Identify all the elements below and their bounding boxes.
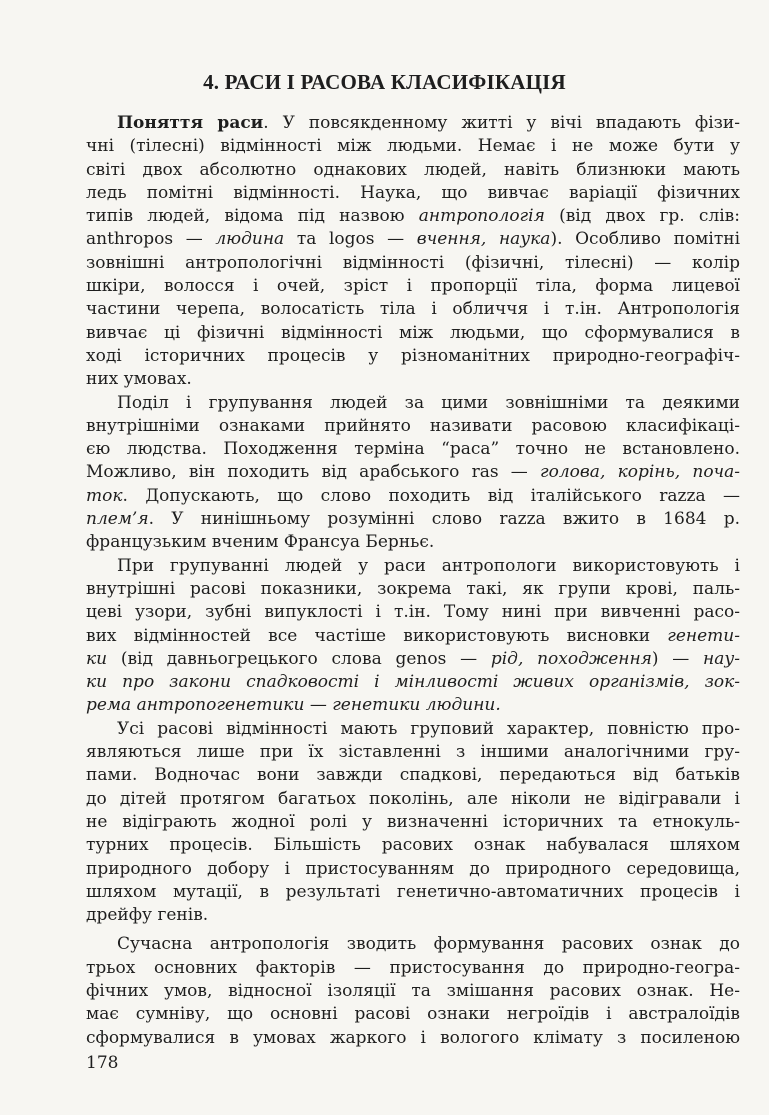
page-number: 178 [86, 1053, 119, 1073]
term-italic: антропологія [418, 206, 545, 227]
text-line [86, 112, 740, 135]
text-line: сформувалися в умовах жаркого і вологого клімату з посиленою [86, 1027, 740, 1048]
text-span: . Допускають, що слово походить від італійського razza — [122, 485, 740, 506]
text-line [86, 205, 740, 228]
term-italic: нау- [703, 648, 740, 669]
text-span: ) — [651, 648, 704, 669]
term-italic: плем’я [86, 509, 149, 530]
paragraph-3 [86, 555, 740, 718]
text-line: цеві узори, зубні випуклості і т.ін. Тому нині при вивченні расо- [86, 602, 740, 623]
term-italic: голова, корінь, поча- [540, 462, 741, 483]
term-italic: людина [215, 229, 285, 250]
text-line: пами. Водночас вони завжди спадкові, передаються від батьків [86, 765, 740, 786]
text-span: (від двох гр. слів: [544, 206, 740, 227]
text-line: них умовах. [86, 369, 192, 390]
paragraph-2 [86, 392, 740, 555]
text-line: При групуванні людей у раси антропологи використовують і [117, 555, 740, 576]
text-span: та logos — [284, 229, 417, 250]
text-span: anthropos — [86, 229, 216, 250]
text-line [86, 485, 740, 508]
text-line: вивчає ці фізичні відмінності між людьми, що сформувалися в [86, 322, 740, 343]
text-line: ледь помітні відмінності. Наука, що вивчає варіації фізичних [86, 182, 740, 203]
text-span: вих відмінностей все частіше використовують висновки [86, 625, 668, 646]
text-span: (від давньогрецького слова genos — [107, 648, 491, 669]
text-line: являються лише при їх зіставленні з іншими аналогічними гру- [86, 742, 740, 763]
paragraph-1 [86, 112, 740, 392]
text-line: Сучасна антропологія зводить формування расових ознак до [117, 934, 740, 955]
paragraph-5 [86, 933, 740, 1049]
text-line [86, 625, 740, 648]
text-line: французьким вченим Франсуа Берньє. [86, 532, 435, 553]
text-span: . У повсякденному житті у вічі впадають фізи- [263, 113, 740, 133]
term-bold: Поняття раси [117, 113, 264, 133]
text-line: єю людства. Походження терміна “раса” точно не встановлено. [86, 439, 740, 460]
term-italic: вчення, наука [416, 229, 551, 250]
text-line: шляхом мутації, в результаті генетично-автоматичних процесів і [86, 881, 740, 902]
section-title: 4. РАСИ І РАСОВА КЛАСИФІКАЦІЯ [203, 70, 566, 94]
text-line [86, 461, 740, 484]
text-line: Усі расові відмінності мають груповий характер, повністю про- [117, 718, 740, 739]
term-italic: рід, походження [490, 648, 652, 669]
text-span: . У нинішньому розумінні слово razza вжито в 1684 р. [148, 509, 740, 530]
body-text [86, 112, 740, 1050]
text-line: частини черепа, волосатість тіла і обличчя і т.ін. Антропологія [86, 299, 740, 320]
term-italic: генети- [667, 625, 740, 646]
text-line: світі двох абсолютно однакових людей, навіть близнюки мають [86, 159, 740, 180]
text-line: Поділ і групування людей за цими зовнішніми та деякими [117, 392, 740, 413]
term-italic: ток [86, 485, 123, 506]
text-line [86, 228, 740, 251]
text-line [86, 508, 740, 531]
text-line: внутрішніми ознаками прийнято називати расовою класифікаці- [86, 415, 740, 436]
text-line: має сумніву, що основні расові ознаки негроїдів і австралоїдів [86, 1004, 740, 1025]
text-span: Можливо, він походить від арабського ras — [86, 462, 541, 483]
text-line: шкіри, волосся і очей, зріст і пропорції тіла, форма лицевої [86, 276, 740, 297]
text-line: зовнішні антропологічні відмінності (фізичні, тілесні) — колір [86, 252, 740, 273]
text-line: внутрішні расові показники, зокрема такі, як групи крові, паль- [86, 578, 740, 599]
text-line: не відіграють жодної ролі у визначенні історичних та етнокуль- [86, 811, 740, 832]
text-line: фічних умов, відносної ізоляції та змішання расових ознак. Не- [86, 980, 740, 1001]
text-line: ки про закони спадковості і мінливості живих організмів, зок- [86, 672, 740, 693]
text-line: турних процесів. Більшість расових ознак набувалася шляхом [86, 835, 740, 856]
text-line: рема антропогенетики — генетики людини. [86, 695, 501, 716]
text-line: чні (тілесні) відмінності між людьми. Немає і не може бути у [86, 136, 740, 157]
text-line [86, 648, 740, 671]
text-line: дрейфу генів. [86, 905, 209, 926]
text-span: ). Особливо помітні [550, 229, 741, 250]
text-span: типів людей, відома під назвою [86, 206, 419, 227]
term-italic: ки [86, 648, 108, 669]
text-line: до дітей протягом багатьох поколінь, але ніколи не відігравали і [86, 788, 740, 809]
text-line: ході історичних процесів у різноманітних природно-географіч- [86, 345, 740, 366]
text-line: природного добору і пристосуванням до природного середовища, [86, 858, 740, 879]
paragraph-4 [86, 718, 740, 928]
text-line: трьох основних факторів — пристосування до природно-геогра- [86, 957, 740, 978]
